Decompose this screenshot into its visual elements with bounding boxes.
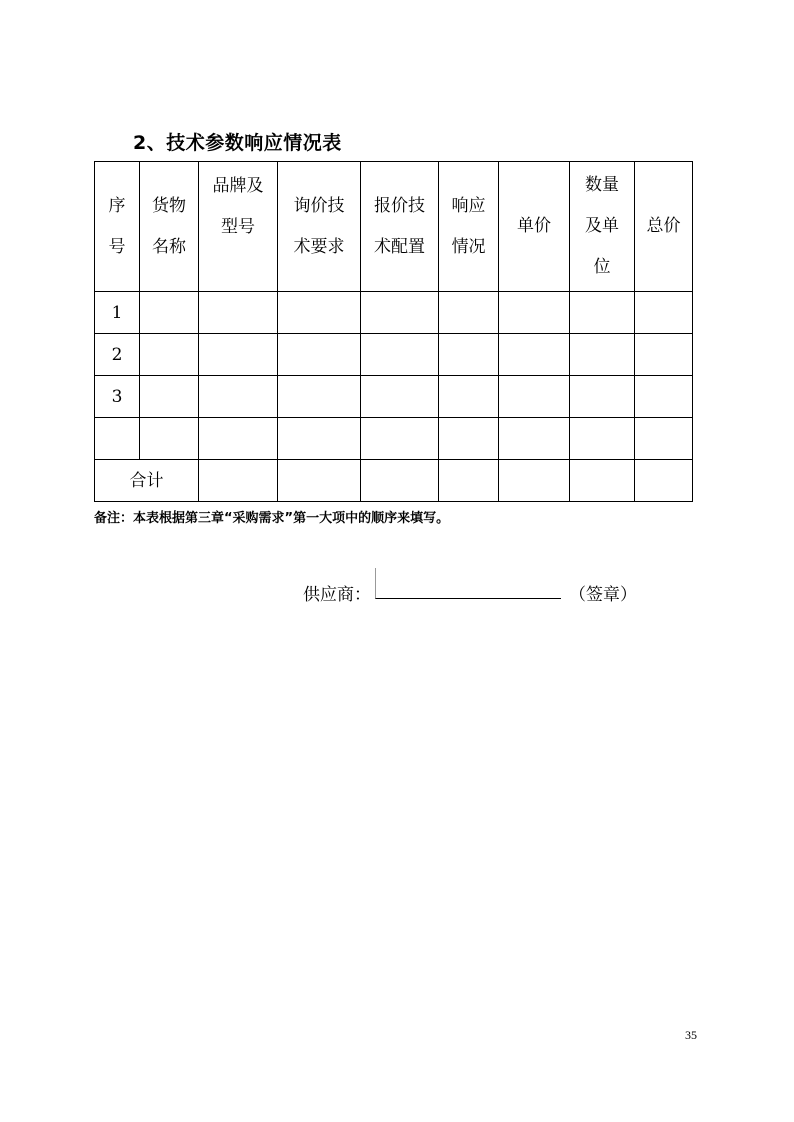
table-cell[interactable] (570, 460, 635, 502)
table-cell[interactable] (499, 334, 570, 376)
signature-field[interactable] (375, 568, 561, 599)
header-inquiry-spec: 询价技 术要求 (278, 162, 361, 292)
header-response-status: 响应 情况 (439, 162, 499, 292)
table-cell[interactable] (278, 460, 361, 502)
table-cell[interactable] (570, 292, 635, 334)
row-number: 1 (95, 292, 140, 334)
table-cell[interactable] (361, 376, 439, 418)
table-note: 备注：本表根据第三章“采购需求”第一大项中的顺序来填写。 (94, 511, 450, 526)
section-heading: 2、技术参数响应情况表 (133, 132, 342, 154)
technical-response-table (94, 161, 693, 502)
table-cell[interactable] (635, 376, 693, 418)
table-cell[interactable] (570, 418, 635, 460)
table-cell[interactable] (439, 418, 499, 460)
table-header-row (95, 162, 693, 292)
table-cell[interactable] (499, 460, 570, 502)
header-unit-price: 单价 (499, 162, 570, 292)
table-cell[interactable] (361, 292, 439, 334)
total-row (95, 460, 693, 502)
header-quantity-unit: 数量 及单 位 (570, 162, 635, 292)
table-cell[interactable] (361, 460, 439, 502)
table-cell[interactable] (499, 376, 570, 418)
table-cell[interactable] (635, 460, 693, 502)
header-offer-config: 报价技 术配置 (361, 162, 439, 292)
page-number: 35 (685, 1028, 697, 1042)
table-cell[interactable] (199, 376, 278, 418)
table-row (95, 292, 693, 334)
header-brand-model: 品牌及 型号 (199, 162, 278, 292)
table-cell[interactable] (278, 418, 361, 460)
table-cell[interactable] (635, 292, 693, 334)
table-cell[interactable] (199, 460, 278, 502)
table-cell[interactable] (278, 376, 361, 418)
supplier-signature-line (303, 574, 637, 605)
table-cell[interactable] (570, 376, 635, 418)
table-cell[interactable] (361, 334, 439, 376)
table-cell[interactable] (140, 292, 199, 334)
table-cell[interactable] (140, 418, 199, 460)
table-cell[interactable] (140, 334, 199, 376)
row-number: 3 (95, 376, 140, 418)
table-cell[interactable] (199, 418, 278, 460)
table-cell[interactable] (361, 418, 439, 460)
table-cell[interactable] (635, 418, 693, 460)
table-row (95, 418, 693, 460)
table-cell[interactable] (635, 334, 693, 376)
supplier-label: 供应商： (303, 585, 371, 605)
table-cell[interactable] (199, 292, 278, 334)
row-number: 2 (95, 334, 140, 376)
table-cell[interactable] (439, 460, 499, 502)
row-number (95, 418, 140, 460)
table-cell[interactable] (439, 376, 499, 418)
seal-label: （签章） (569, 585, 637, 605)
table-cell[interactable] (499, 292, 570, 334)
header-goods-name: 货物 名称 (140, 162, 199, 292)
header-serial: 序 号 (95, 162, 140, 292)
header-total-price: 总价 (635, 162, 693, 292)
table-cell[interactable] (278, 334, 361, 376)
table-cell[interactable] (199, 334, 278, 376)
table-cell[interactable] (439, 292, 499, 334)
total-label: 合计 (95, 460, 199, 502)
table-cell[interactable] (439, 334, 499, 376)
table-cell[interactable] (570, 334, 635, 376)
table-row (95, 334, 693, 376)
table-cell[interactable] (140, 376, 199, 418)
table-row (95, 376, 693, 418)
table-cell[interactable] (499, 418, 570, 460)
table-cell[interactable] (278, 292, 361, 334)
